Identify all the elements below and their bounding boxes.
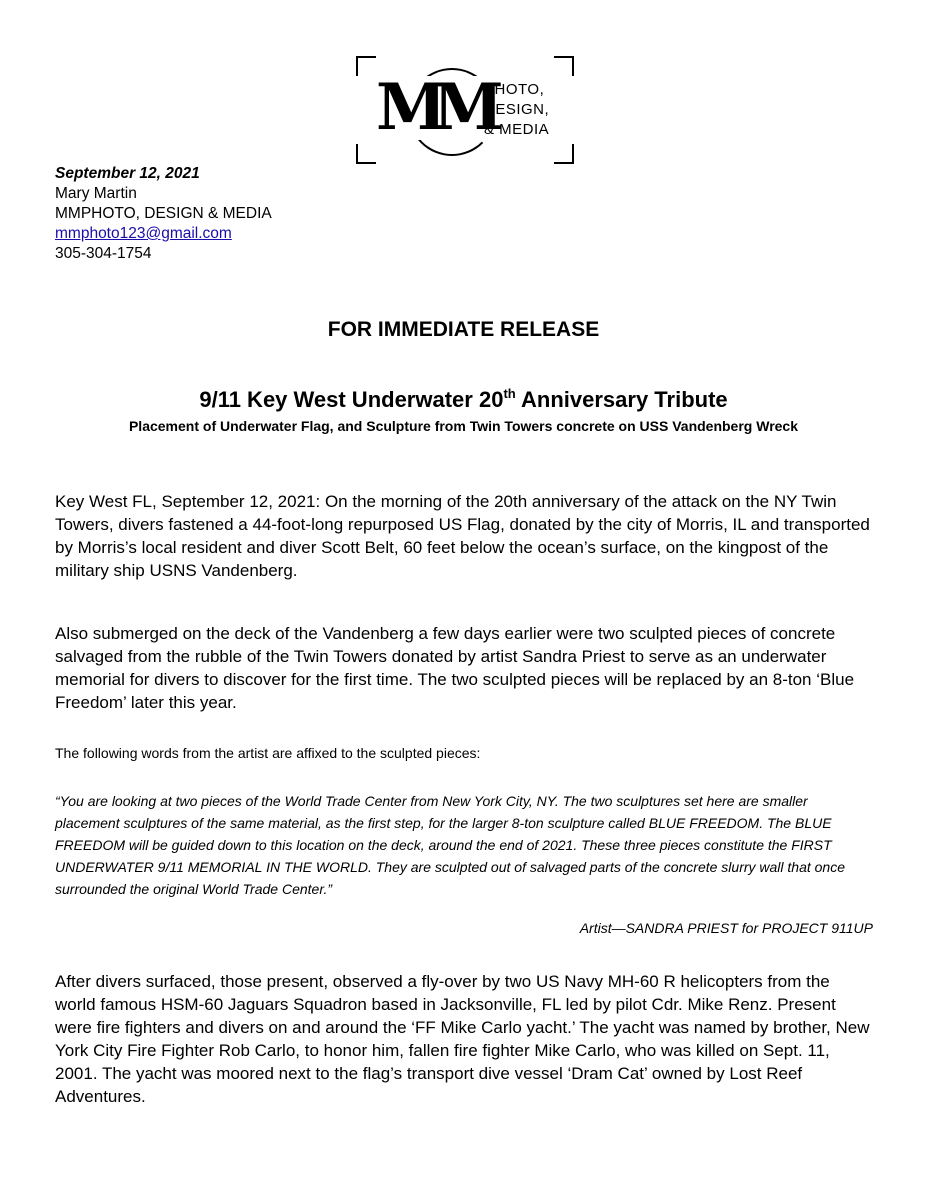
logo-corner-top-right — [554, 56, 574, 76]
logo-corner-top-left — [356, 56, 376, 76]
quote-attribution: Artist—SANDRA PRIEST for PROJECT 911UP — [579, 920, 873, 936]
artist-quote: “You are looking at two pieces of the World Trade Center from New York City, NY. The two sculptures set here are smaller placement sculptures of the same material, as the first step, for the larger 8-ton sculpture called BLUE FREEDOM. The BLUE FREEDOM will be guided down to this location on the deck, around the end of 2021. These three pieces constitute the FIRST UNDERWATER 9/11 MEMORIAL IN THE WORLD. They are sculpted out of salvaged parts of the concrete slurry wall that once surrounded the original World Trade Center.” — [55, 793, 846, 897]
body-paragraph-3: After divers surfaced, those present, observed a fly-over by two US Navy MH-60 R helicopters from the world famous HSM-60 Jaguars Squadron based in Jacksonville, FL led by pilot Cdr. Mike Renz. Present were fire fighters and divers on and around the ‘FF Mike Carlo yacht.’ The yacht was named by brother, New York City Fire Fighter Rob Carlo, to honor him, fallen fire fighter Mike Carlo, who was killed on Sept. 11, 2001. The yacht was moored next to the flag’s transport dive vessel ‘Dram Cat’ owned by Lost Reef Adventures. — [55, 972, 870, 1106]
headline-rest: Anniversary Tribute — [515, 387, 728, 412]
contact-email-link[interactable]: mmphoto123@gmail.com — [55, 225, 232, 242]
headline-main: 9/11 Key West Underwater 20 — [199, 387, 504, 412]
quote-lead-in: The following words from the artist are affixed to the sculpted pieces: — [55, 745, 481, 761]
logo-word-design: DESIGN, — [484, 101, 550, 118]
company-logo — [356, 56, 574, 164]
headline-superscript: th — [503, 386, 516, 401]
headline — [0, 386, 927, 413]
logo-corner-bottom-left — [356, 144, 376, 164]
logo-corner-bottom-right — [554, 144, 574, 164]
body-paragraph-1: Key West FL, September 12, 2021: On the morning of the 20th anniversary of the attack on the NY Twin Towers, divers fastened a 44-foot-long repurposed US Flag, donated by the city of Morris, IL and transported by Morris’s local resident and diver Scott Belt, 60 feet below the ocean’s surface, on the kingpost of the military ship USNS Vandenberg. — [55, 492, 870, 580]
logo-word-media: & MEDIA — [484, 121, 550, 138]
contact-company: MMPHOTO, DESIGN & MEDIA — [55, 205, 272, 222]
contact-phone: 305-304-1754 — [55, 245, 152, 262]
contact-date: September 12, 2021 — [55, 165, 200, 182]
subheadline: Placement of Underwater Flag, and Sculpture from Twin Towers concrete on USS Vandenberg Wreck — [128, 418, 799, 434]
logo-word-photo: PHOTO, — [484, 81, 545, 98]
contact-name: Mary Martin — [55, 185, 137, 202]
logo-monogram: MM — [376, 76, 504, 140]
logo-wordmark — [484, 80, 549, 140]
contact-block — [55, 164, 272, 264]
body-paragraph-2: Also submerged on the deck of the Vandenberg a few days earlier were two sculpted pieces of concrete salvaged from the rubble of the Twin Towers donated by artist Sandra Priest to serve as an underwater memorial for divers to discover for the first time. The two sculpted pieces will be replaced by an 8-ton ‘Blue Freedom’ later this year. — [55, 624, 855, 712]
release-label: FOR IMMEDIATE RELEASE — [327, 318, 600, 341]
